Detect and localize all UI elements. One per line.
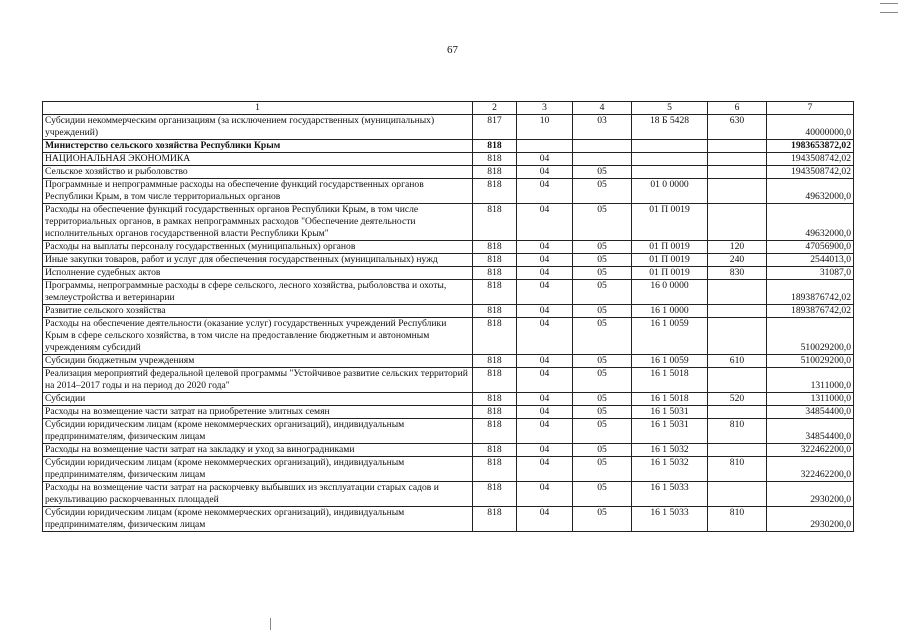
row-amount-cell: 510029200,0 (767, 318, 854, 355)
row-name-cell: Иные закупки товаров, работ и услуг для обеспечения государственных (муниципальных) нужд (43, 254, 473, 267)
row-col6-cell: 810 (708, 507, 767, 532)
row-amount-cell: 2930200,0 (767, 482, 854, 507)
row-col5-cell (632, 166, 708, 179)
row-col2-cell: 818 (473, 507, 517, 532)
table-row (43, 393, 854, 406)
row-amount-cell: 49632000,0 (767, 179, 854, 204)
row-col6-cell: 520 (708, 393, 767, 406)
row-amount-cell: 1311000,0 (767, 393, 854, 406)
row-col5-cell: 01 П 0019 (632, 254, 708, 267)
row-col3-cell: 04 (517, 355, 573, 368)
row-col2-cell: 818 (473, 166, 517, 179)
row-name-cell: Субсидии (43, 393, 473, 406)
row-col4-cell: 05 (573, 406, 632, 419)
row-col3-cell: 04 (517, 318, 573, 355)
table-row (43, 457, 854, 482)
row-amount-cell: 322462200,0 (767, 457, 854, 482)
row-col5-cell: 16 1 5032 (632, 444, 708, 457)
row-col6-cell: 830 (708, 267, 767, 280)
row-amount-cell: 2930200,0 (767, 507, 854, 532)
row-col5-cell: 16 1 0059 (632, 355, 708, 368)
row-col4-cell: 05 (573, 204, 632, 241)
row-name-cell: Расходы на возмещение части затрат на раскорчевку выбывших из эксплуатации старых садов и рекультивацию раскорчеванных площадей (43, 482, 473, 507)
row-col6-cell (708, 179, 767, 204)
row-col5-cell: 16 1 5031 (632, 419, 708, 444)
row-col2-cell: 818 (473, 179, 517, 204)
table-row (43, 166, 854, 179)
row-col2-cell: 818 (473, 241, 517, 254)
row-col2-cell: 818 (473, 419, 517, 444)
scan-edge-mark (270, 618, 271, 630)
row-amount-cell: 31087,0 (767, 267, 854, 280)
row-amount-cell: 49632000,0 (767, 204, 854, 241)
row-name-cell: Сельское хозяйство и рыболовство (43, 166, 473, 179)
row-name-cell: Субсидии юридическим лицам (кроме некоммерческих организаций), индивидуальным предпринимателям, физическим лицам (43, 507, 473, 532)
row-col4-cell: 05 (573, 267, 632, 280)
table-row (43, 254, 854, 267)
row-col6-cell (708, 368, 767, 393)
row-name-cell: НАЦИОНАЛЬНАЯ ЭКОНОМИКА (43, 153, 473, 166)
row-amount-cell: 322462200,0 (767, 444, 854, 457)
row-col4-cell: 05 (573, 241, 632, 254)
row-col6-cell (708, 204, 767, 241)
row-col4-cell (573, 153, 632, 166)
row-col6-cell (708, 482, 767, 507)
row-col3-cell: 04 (517, 267, 573, 280)
row-col5-cell: 16 1 5033 (632, 507, 708, 532)
row-col4-cell: 05 (573, 355, 632, 368)
row-col6-cell (708, 280, 767, 305)
row-col6-cell: 610 (708, 355, 767, 368)
row-col6-cell (708, 305, 767, 318)
row-name-cell: Министерство сельского хозяйства Республики Крым (43, 140, 473, 153)
row-name-cell: Субсидии некоммерческим организациям (за исключением государственных (муниципальных) учреждений) (43, 115, 473, 140)
table-row (43, 419, 854, 444)
row-col2-cell: 818 (473, 444, 517, 457)
row-col5-cell: 16 1 5033 (632, 482, 708, 507)
row-col6-cell (708, 153, 767, 166)
table-row (43, 115, 854, 140)
header-col-3: 3 (517, 102, 573, 115)
header-col-6: 6 (708, 102, 767, 115)
row-col5-cell: 16 1 5018 (632, 393, 708, 406)
row-col2-cell: 818 (473, 368, 517, 393)
scan-edge-mark (880, 3, 898, 4)
table-row (43, 444, 854, 457)
row-amount-cell: 1893876742,02 (767, 305, 854, 318)
row-col3-cell: 04 (517, 393, 573, 406)
row-name-cell: Субсидии юридическим лицам (кроме некоммерческих организаций), индивидуальным предпринимателям, физическим лицам (43, 457, 473, 482)
row-col3-cell: 04 (517, 507, 573, 532)
table-row (43, 406, 854, 419)
row-col4-cell: 05 (573, 280, 632, 305)
page-number: 67 (447, 44, 458, 56)
row-col3-cell: 04 (517, 254, 573, 267)
row-col3-cell: 04 (517, 166, 573, 179)
row-col2-cell: 818 (473, 280, 517, 305)
row-col6-cell: 630 (708, 115, 767, 140)
table-row (43, 267, 854, 280)
row-col4-cell: 03 (573, 115, 632, 140)
row-col6-cell (708, 318, 767, 355)
row-col3-cell: 04 (517, 204, 573, 241)
table-row (43, 241, 854, 254)
row-amount-cell: 40000000,0 (767, 115, 854, 140)
header-col-5: 5 (632, 102, 708, 115)
table-row (43, 507, 854, 532)
row-col5-cell (632, 153, 708, 166)
row-name-cell: Программы, непрограммные расходы в сфере сельского, лесного хозяйства, рыболовства и охоты, землеустройства и ветеринарии (43, 280, 473, 305)
row-col3-cell: 04 (517, 419, 573, 444)
budget-table (42, 101, 854, 532)
row-col3-cell: 10 (517, 115, 573, 140)
row-amount-cell: 510029200,0 (767, 355, 854, 368)
row-col5-cell: 16 1 5018 (632, 368, 708, 393)
row-col5-cell: 16 1 0000 (632, 305, 708, 318)
row-col3-cell: 04 (517, 406, 573, 419)
row-col5-cell: 01 П 0019 (632, 241, 708, 254)
table-row (43, 368, 854, 393)
row-col4-cell: 05 (573, 318, 632, 355)
scan-edge-mark (880, 12, 898, 13)
row-amount-cell: 2544013,0 (767, 254, 854, 267)
row-col4-cell: 05 (573, 305, 632, 318)
row-col4-cell: 05 (573, 166, 632, 179)
header-col-4: 4 (573, 102, 632, 115)
row-amount-cell: 1943508742,02 (767, 153, 854, 166)
row-name-cell: Реализация мероприятий федеральной целевой программы "Устойчивое развитие сельских территорий на 2014–2017 годы и на период до 2020 года" (43, 368, 473, 393)
row-amount-cell: 34854400,0 (767, 419, 854, 444)
row-col5-cell: 16 1 5031 (632, 406, 708, 419)
row-col2-cell: 818 (473, 318, 517, 355)
row-col2-cell: 818 (473, 305, 517, 318)
row-col2-cell: 818 (473, 254, 517, 267)
row-col2-cell: 818 (473, 355, 517, 368)
row-col4-cell: 05 (573, 393, 632, 406)
row-amount-cell: 1983653872,02 (767, 140, 854, 153)
table-row (43, 140, 854, 153)
row-name-cell: Развитие сельского хозяйства (43, 305, 473, 318)
row-col5-cell: 01 0 0000 (632, 179, 708, 204)
row-col6-cell: 810 (708, 419, 767, 444)
row-col2-cell: 818 (473, 267, 517, 280)
row-col2-cell: 818 (473, 204, 517, 241)
row-col5-cell: 16 1 0059 (632, 318, 708, 355)
row-col4-cell: 05 (573, 444, 632, 457)
row-col4-cell: 05 (573, 419, 632, 444)
row-name-cell: Расходы на выплаты персоналу государственных (муниципальных) органов (43, 241, 473, 254)
row-col4-cell: 05 (573, 507, 632, 532)
table-row (43, 280, 854, 305)
row-col4-cell: 05 (573, 179, 632, 204)
row-name-cell: Исполнение судебных актов (43, 267, 473, 280)
row-col3-cell: 04 (517, 179, 573, 204)
row-name-cell: Программные и непрограммные расходы на обеспечение функций государственных органов Республики Крым, в том числе территориальных органов (43, 179, 473, 204)
row-col3-cell: 04 (517, 280, 573, 305)
row-col6-cell: 120 (708, 241, 767, 254)
row-col4-cell (573, 140, 632, 153)
header-col-2: 2 (473, 102, 517, 115)
row-col5-cell: 16 0 0000 (632, 280, 708, 305)
row-amount-cell: 1943508742,02 (767, 166, 854, 179)
row-col3-cell: 04 (517, 457, 573, 482)
row-col3-cell: 04 (517, 444, 573, 457)
row-col4-cell: 05 (573, 254, 632, 267)
row-col3-cell: 04 (517, 368, 573, 393)
row-col5-cell (632, 140, 708, 153)
row-col6-cell: 810 (708, 457, 767, 482)
row-name-cell: Расходы на обеспечение деятельности (оказание услуг) государственных учреждений Республики Крым в сфере сельского хозяйства, в том числе на предоставление бюджетным и автономным учреждениям субсидий (43, 318, 473, 355)
table-row (43, 305, 854, 318)
row-col6-cell (708, 140, 767, 153)
row-col5-cell: 18 Б 5428 (632, 115, 708, 140)
table-row (43, 204, 854, 241)
table-row (43, 355, 854, 368)
row-col4-cell: 05 (573, 482, 632, 507)
row-col3-cell: 04 (517, 305, 573, 318)
table-row (43, 482, 854, 507)
row-col2-cell: 818 (473, 140, 517, 153)
row-col6-cell: 240 (708, 254, 767, 267)
header-row (43, 102, 854, 115)
row-col4-cell: 05 (573, 368, 632, 393)
row-col2-cell: 818 (473, 393, 517, 406)
row-col5-cell: 16 1 5032 (632, 457, 708, 482)
row-col2-cell: 817 (473, 115, 517, 140)
header-col-7: 7 (767, 102, 854, 115)
row-col2-cell: 818 (473, 457, 517, 482)
row-name-cell: Расходы на обеспечение функций государственных органов Республики Крым, в том числе территориальных органов, в рамках непрограммных расходов "Обеспечение деятельности исполнительных органов государственной власти Республики Крым" (43, 204, 473, 241)
row-name-cell: Расходы на возмещение части затрат на приобретение элитных семян (43, 406, 473, 419)
row-col2-cell: 818 (473, 153, 517, 166)
row-col6-cell (708, 444, 767, 457)
row-name-cell: Субсидии юридическим лицам (кроме некоммерческих организаций), индивидуальным предпринимателям, физическим лицам (43, 419, 473, 444)
row-col5-cell: 01 П 0019 (632, 204, 708, 241)
table-row (43, 153, 854, 166)
row-col6-cell (708, 406, 767, 419)
row-col3-cell: 04 (517, 153, 573, 166)
row-col3-cell (517, 140, 573, 153)
row-col4-cell: 05 (573, 457, 632, 482)
row-col3-cell: 04 (517, 482, 573, 507)
row-amount-cell: 1311000,0 (767, 368, 854, 393)
row-amount-cell: 1893876742,02 (767, 280, 854, 305)
row-col2-cell: 818 (473, 482, 517, 507)
row-name-cell: Субсидии бюджетным учреждениям (43, 355, 473, 368)
row-col2-cell: 818 (473, 406, 517, 419)
row-amount-cell: 34854400,0 (767, 406, 854, 419)
row-col5-cell: 01 П 0019 (632, 267, 708, 280)
header-col-1: 1 (43, 102, 473, 115)
row-col6-cell (708, 166, 767, 179)
row-amount-cell: 47056900,0 (767, 241, 854, 254)
table-row (43, 318, 854, 355)
table-row (43, 179, 854, 204)
row-col3-cell: 04 (517, 241, 573, 254)
row-name-cell: Расходы на возмещение части затрат на закладку и уход за виноградниками (43, 444, 473, 457)
